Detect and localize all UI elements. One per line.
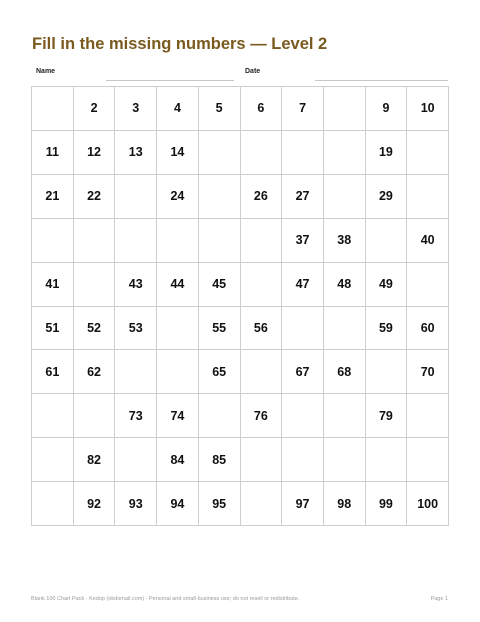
grid-cell — [366, 219, 408, 263]
grid-cell: 56 — [241, 307, 283, 351]
grid-cell — [74, 263, 116, 307]
grid-cell: 5 — [199, 87, 241, 131]
grid-cell — [157, 350, 199, 394]
grid-cell: 84 — [157, 438, 199, 482]
grid-cell — [157, 219, 199, 263]
grid-cell: 40 — [407, 219, 449, 263]
date-field-line — [315, 80, 448, 81]
grid-cell — [407, 131, 449, 175]
grid-cell — [241, 438, 283, 482]
grid-cell — [32, 219, 74, 263]
footer-page-number: Page 1 — [430, 596, 448, 602]
grid-cell: 98 — [324, 482, 366, 526]
name-label: Name — [36, 68, 56, 75]
grid-cell — [115, 350, 157, 394]
grid-cell — [241, 482, 283, 526]
grid-cell: 85 — [199, 438, 241, 482]
grid-cell: 99 — [366, 482, 408, 526]
grid-cell — [324, 175, 366, 219]
footer-credit: Blank 100 Chart Pack · Kedop (okdomail.com) · Personal and small-business use; do not resell or redistribute. — [31, 596, 300, 602]
grid-cell: 44 — [157, 263, 199, 307]
grid-cell — [324, 307, 366, 351]
grid-cell: 13 — [115, 131, 157, 175]
grid-cell: 41 — [32, 263, 74, 307]
grid-cell — [282, 394, 324, 438]
grid-cell: 51 — [32, 307, 74, 351]
grid-cell: 14 — [157, 131, 199, 175]
grid-cell — [407, 263, 449, 307]
grid-cell: 100 — [407, 482, 449, 526]
grid-cell — [407, 175, 449, 219]
grid-cell: 7 — [282, 87, 324, 131]
grid-cell: 29 — [366, 175, 408, 219]
grid-cell: 45 — [199, 263, 241, 307]
grid-cell — [241, 350, 283, 394]
grid-cell: 19 — [366, 131, 408, 175]
grid-cell: 93 — [115, 482, 157, 526]
grid-cell: 67 — [282, 350, 324, 394]
grid-cell: 9 — [366, 87, 408, 131]
grid-cell: 65 — [199, 350, 241, 394]
grid-cell: 24 — [157, 175, 199, 219]
grid-cell — [241, 263, 283, 307]
grid-cell: 76 — [241, 394, 283, 438]
grid-cell: 68 — [324, 350, 366, 394]
date-label: Date — [245, 68, 261, 75]
grid-cell: 47 — [282, 263, 324, 307]
worksheet-title: Fill in the missing numbers — Level 2 — [32, 35, 328, 53]
grid-cell — [324, 131, 366, 175]
grid-cell: 3 — [115, 87, 157, 131]
grid-cell: 95 — [199, 482, 241, 526]
grid-cell: 10 — [407, 87, 449, 131]
grid-cell: 59 — [366, 307, 408, 351]
grid-cell: 12 — [74, 131, 116, 175]
grid-cell: 53 — [115, 307, 157, 351]
grid-cell — [32, 394, 74, 438]
grid-cell — [241, 131, 283, 175]
grid-cell: 92 — [74, 482, 116, 526]
grid-cell: 48 — [324, 263, 366, 307]
grid-cell — [241, 219, 283, 263]
grid-cell — [324, 394, 366, 438]
grid-cell: 62 — [74, 350, 116, 394]
grid-cell: 82 — [74, 438, 116, 482]
grid-cell — [407, 438, 449, 482]
hundred-chart-grid — [31, 86, 449, 526]
grid-cell — [157, 307, 199, 351]
grid-cell: 52 — [74, 307, 116, 351]
grid-cell: 26 — [241, 175, 283, 219]
grid-cell — [115, 219, 157, 263]
grid-cell — [199, 131, 241, 175]
grid-cell: 27 — [282, 175, 324, 219]
grid-cell — [282, 131, 324, 175]
grid-cell: 11 — [32, 131, 74, 175]
grid-cell: 43 — [115, 263, 157, 307]
grid-cell: 70 — [407, 350, 449, 394]
grid-cell: 60 — [407, 307, 449, 351]
grid-cell: 4 — [157, 87, 199, 131]
grid-cell — [282, 307, 324, 351]
grid-cell — [407, 394, 449, 438]
grid-cell — [115, 438, 157, 482]
grid-cell — [32, 482, 74, 526]
grid-cell — [282, 438, 324, 482]
grid-cell: 21 — [32, 175, 74, 219]
grid-cell: 38 — [324, 219, 366, 263]
grid-cell: 94 — [157, 482, 199, 526]
grid-cell: 22 — [74, 175, 116, 219]
grid-cell: 2 — [74, 87, 116, 131]
grid-cell — [199, 175, 241, 219]
grid-cell: 6 — [241, 87, 283, 131]
grid-cell: 61 — [32, 350, 74, 394]
grid-cell: 55 — [199, 307, 241, 351]
grid-cell — [324, 438, 366, 482]
grid-cell: 73 — [115, 394, 157, 438]
grid-cell — [74, 394, 116, 438]
grid-cell — [366, 438, 408, 482]
grid-cell — [115, 175, 157, 219]
grid-cell: 74 — [157, 394, 199, 438]
grid-cell — [74, 219, 116, 263]
grid-cell — [32, 87, 74, 131]
grid-cell: 49 — [366, 263, 408, 307]
grid-cell — [366, 350, 408, 394]
name-field-line — [106, 80, 234, 81]
grid-cell — [32, 438, 74, 482]
grid-cell — [324, 87, 366, 131]
grid-cell — [199, 219, 241, 263]
grid-cell: 79 — [366, 394, 408, 438]
grid-cell — [199, 394, 241, 438]
grid-cell: 37 — [282, 219, 324, 263]
grid-cell: 97 — [282, 482, 324, 526]
